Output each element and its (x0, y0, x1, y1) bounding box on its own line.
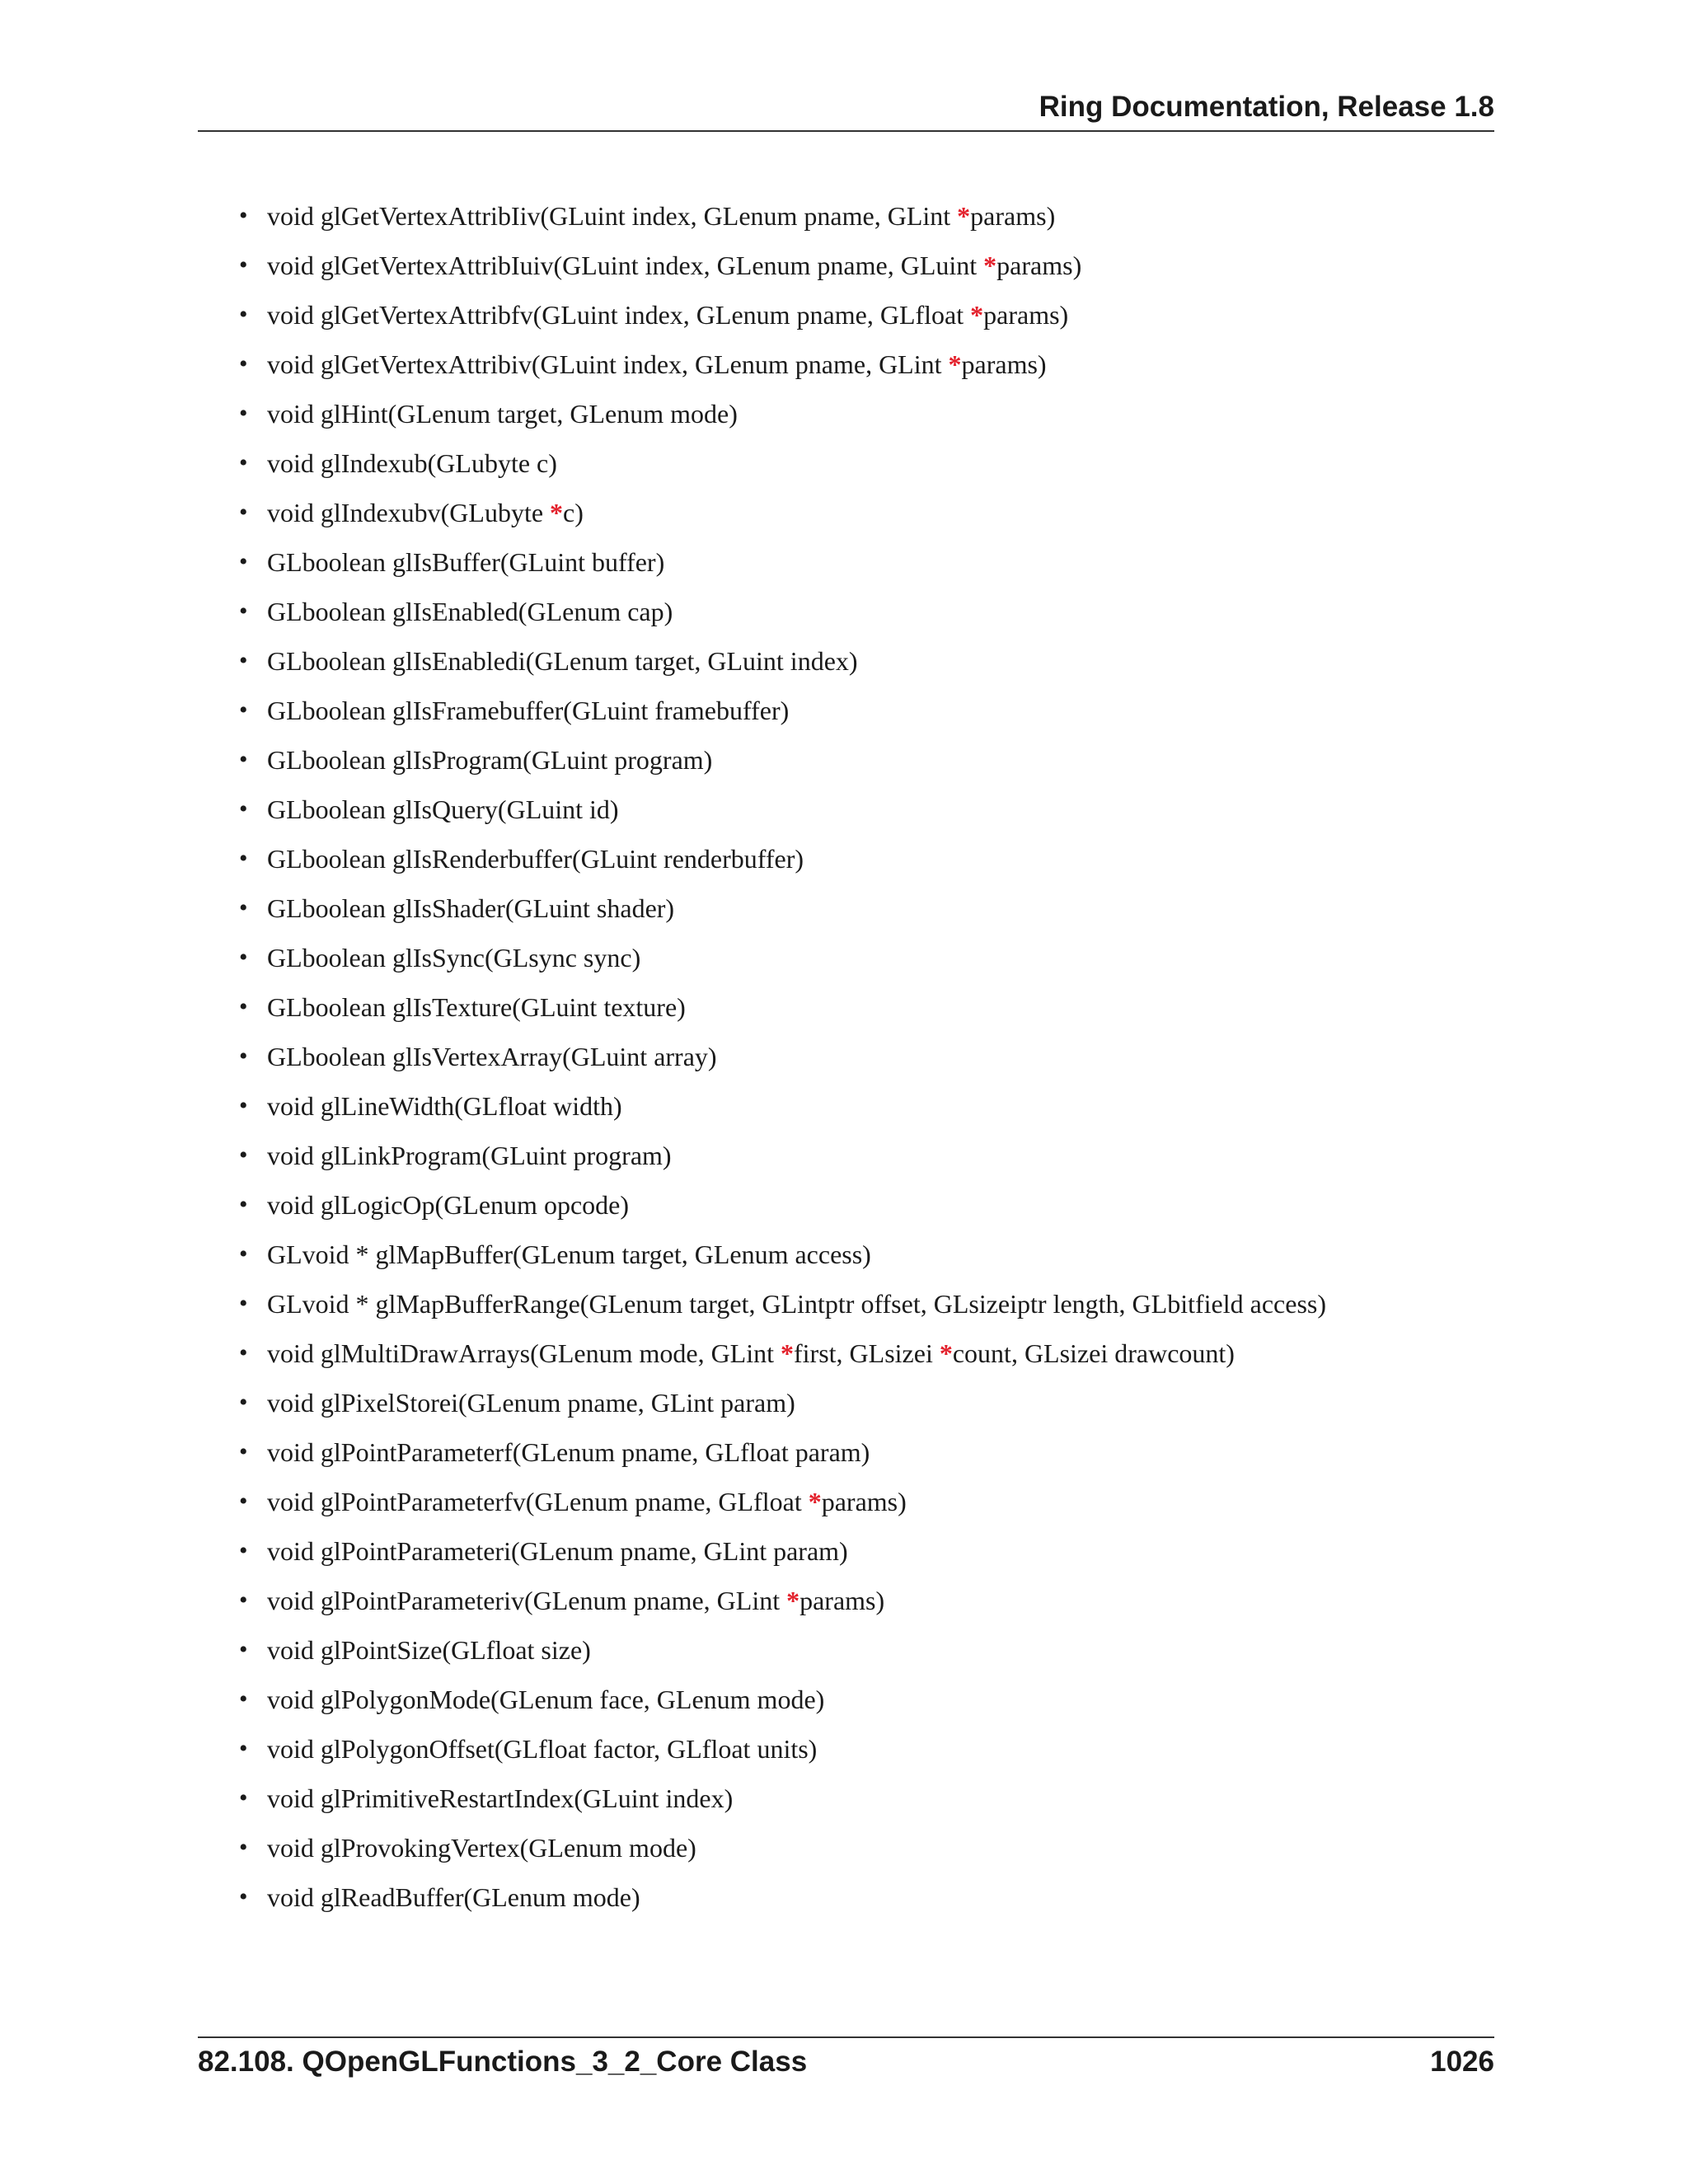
signature-text: GLboolean glIsEnabled(GLenum cap) (267, 597, 673, 626)
signature-text: void glIndexub(GLubyte c) (267, 448, 557, 478)
signature-text: void glLinkProgram(GLuint program) (267, 1141, 672, 1170)
bullet-icon: • (239, 894, 248, 921)
function-signature (267, 547, 664, 577)
function-signature (267, 1388, 795, 1418)
signature-text: void glGetVertexAttribfv(GLuint index, GLenum pname, GLfloat (267, 300, 971, 330)
signature-text: params) (983, 300, 1069, 330)
function-signature (267, 1487, 907, 1516)
signature-text: GLboolean glIsFramebuffer(GLuint framebuffer) (267, 696, 790, 725)
signature-text: params) (961, 349, 1047, 379)
function-signature (267, 251, 1081, 280)
signature-text: void glIndexubv(GLubyte (267, 498, 551, 527)
signature-text: GLvoid * glMapBufferRange(GLenum target, GLintptr offset, GLsizeiptr length, GLbitfield access) (267, 1289, 1326, 1319)
list-item (198, 537, 1494, 587)
list-item (198, 389, 1494, 438)
bullet-icon: • (239, 1636, 248, 1663)
signature-text: void glPixelStorei(GLenum pname, GLint param) (267, 1388, 795, 1418)
list-item (198, 785, 1494, 834)
function-signature (267, 1437, 870, 1467)
pointer-star: * (957, 201, 971, 231)
signature-text: void glPolygonMode(GLenum face, GLenum mode) (267, 1685, 825, 1714)
function-signature (267, 646, 858, 676)
list-item (198, 1427, 1494, 1477)
signature-text: void glLineWidth(GLfloat width) (267, 1091, 622, 1121)
function-signature (267, 1289, 1326, 1319)
function-signature (267, 399, 738, 429)
bullet-icon: • (239, 499, 248, 526)
list-item (198, 1378, 1494, 1427)
bullet-icon: • (239, 1141, 248, 1169)
function-signature (267, 943, 640, 972)
bullet-icon: • (239, 251, 248, 279)
list-item (198, 290, 1494, 340)
function-signature (267, 1734, 817, 1764)
bullet-icon: • (239, 350, 248, 377)
bullet-icon: • (239, 1438, 248, 1465)
bullet-icon: • (239, 202, 248, 229)
list-item (198, 1081, 1494, 1131)
list-item (198, 1329, 1494, 1378)
bullet-icon: • (239, 746, 248, 773)
list-item (198, 241, 1494, 290)
bullet-icon: • (239, 1784, 248, 1811)
list-item (198, 1131, 1494, 1180)
signature-text: params) (970, 201, 1056, 231)
header-rule (198, 130, 1494, 132)
bullet-icon: • (239, 1735, 248, 1762)
list-item (198, 191, 1494, 241)
bullet-icon: • (239, 1191, 248, 1218)
list-item (198, 488, 1494, 537)
list-item (198, 933, 1494, 982)
signature-text: void glPointParameteri(GLenum pname, GLint param) (267, 1536, 848, 1566)
signature-text: GLboolean glIsQuery(GLuint id) (267, 794, 619, 824)
bullet-icon: • (239, 1339, 248, 1366)
pointer-star: * (983, 251, 997, 280)
signature-text: void glPointParameterfv(GLenum pname, GLfloat (267, 1487, 809, 1516)
list-item (198, 1576, 1494, 1625)
list-item (198, 834, 1494, 883)
function-signature (267, 597, 673, 626)
function-signature (267, 1240, 871, 1269)
function-signature (267, 1783, 733, 1813)
bullet-icon: • (239, 598, 248, 625)
function-signature (267, 1190, 629, 1220)
page-number: 1026 (1430, 2046, 1494, 2078)
bullet-icon: • (239, 795, 248, 823)
signature-text: void glGetVertexAttribIuiv(GLuint index, GLenum pname, GLuint (267, 251, 984, 280)
pointer-star: * (550, 498, 564, 527)
pointer-star: * (970, 300, 984, 330)
function-signature (267, 893, 674, 923)
function-signature (267, 300, 1068, 330)
function-signature (267, 844, 804, 874)
bullet-icon: • (239, 993, 248, 1020)
list-item (198, 1526, 1494, 1576)
function-signature (267, 1338, 1235, 1368)
function-signature (267, 1586, 884, 1615)
list-item (198, 438, 1494, 488)
function-signature (267, 1141, 672, 1170)
signature-text: GLboolean glIsProgram(GLuint program) (267, 745, 713, 775)
bullet-icon: • (239, 1537, 248, 1564)
bullet-icon: • (239, 1488, 248, 1515)
list-item (198, 340, 1494, 389)
bullet-icon: • (239, 1290, 248, 1317)
function-signature (267, 1536, 848, 1566)
bullet-icon: • (239, 1834, 248, 1861)
list-item (198, 735, 1494, 785)
list-item (198, 1625, 1494, 1675)
signature-text: params) (821, 1487, 907, 1516)
signature-text: void glGetVertexAttribIiv(GLuint index, GLenum pname, GLint (267, 201, 958, 231)
function-signature (267, 745, 712, 775)
list-item (198, 1279, 1494, 1329)
signature-text: count, GLsizei drawcount) (952, 1338, 1235, 1368)
signature-text: void glMultiDrawArrays(GLenum mode, GLint (267, 1338, 781, 1368)
bullet-icon: • (239, 845, 248, 872)
bullet-icon: • (239, 1240, 248, 1268)
bullet-icon: • (239, 449, 248, 476)
list-item (198, 1675, 1494, 1724)
bullet-icon: • (239, 1586, 248, 1614)
signature-text: void glLogicOp(GLenum opcode) (267, 1190, 629, 1220)
function-signature (267, 201, 1055, 231)
signature-text: void glProvokingVertex(GLenum mode) (267, 1833, 696, 1863)
signature-text: params) (799, 1586, 885, 1615)
signature-text: GLboolean glIsShader(GLuint shader) (267, 893, 675, 923)
running-header-title: Ring Documentation, Release 1.8 (1039, 91, 1494, 123)
function-signature (267, 696, 789, 725)
function-signature (267, 1685, 824, 1714)
function-signature (267, 498, 584, 527)
signature-text: void glPointSize(GLfloat size) (267, 1635, 591, 1665)
bullet-icon: • (239, 1043, 248, 1070)
function-signature (267, 1635, 591, 1665)
function-signature (267, 1833, 696, 1863)
signature-text: GLboolean glIsBuffer(GLuint buffer) (267, 547, 665, 577)
list-item (198, 1180, 1494, 1230)
function-signature (267, 1091, 622, 1121)
pointer-star: * (781, 1338, 794, 1368)
function-list-section (198, 191, 1494, 1922)
signature-text: GLboolean glIsSync(GLsync sync) (267, 943, 641, 972)
list-item (198, 686, 1494, 735)
pointer-star: * (939, 1338, 953, 1368)
signature-text: first, GLsizei (794, 1338, 940, 1368)
list-item (198, 1477, 1494, 1526)
list-item (198, 1872, 1494, 1922)
list-item (198, 1032, 1494, 1081)
list-item (198, 1230, 1494, 1279)
bullet-icon: • (239, 696, 248, 724)
bullet-icon: • (239, 1685, 248, 1713)
signature-text: GLboolean glIsEnabledi(GLenum target, GLuint index) (267, 646, 858, 676)
function-signature (267, 1042, 717, 1071)
signature-text: void glPointParameteriv(GLenum pname, GLint (267, 1586, 787, 1615)
list-item (198, 1774, 1494, 1823)
bullet-icon: • (239, 400, 248, 427)
bullet-icon: • (239, 1883, 248, 1910)
bullet-icon: • (239, 548, 248, 575)
function-list (198, 191, 1494, 1922)
function-signature (267, 448, 557, 478)
bullet-icon: • (239, 944, 248, 971)
signature-text: params) (996, 251, 1082, 280)
list-item (198, 636, 1494, 686)
pointer-star: * (786, 1586, 800, 1615)
signature-text: GLvoid * glMapBuffer(GLenum target, GLenum access) (267, 1240, 871, 1269)
function-signature (267, 794, 619, 824)
list-item (198, 982, 1494, 1032)
signature-text: void glReadBuffer(GLenum mode) (267, 1882, 640, 1912)
signature-text: void glPointParameterf(GLenum pname, GLfloat param) (267, 1437, 870, 1467)
function-signature (267, 349, 1047, 379)
signature-text: void glGetVertexAttribiv(GLuint index, GLenum pname, GLint (267, 349, 949, 379)
list-item (198, 1823, 1494, 1872)
footer-rule (198, 2036, 1494, 2038)
signature-text: GLboolean glIsRenderbuffer(GLuint renderbuffer) (267, 844, 804, 874)
list-item (198, 1724, 1494, 1774)
signature-text: void glPrimitiveRestartIndex(GLuint index) (267, 1783, 734, 1813)
signature-text: void glPolygonOffset(GLfloat factor, GLfloat units) (267, 1734, 818, 1764)
function-signature (267, 992, 686, 1022)
function-signature (267, 1882, 640, 1912)
pointer-star: * (948, 349, 962, 379)
bullet-icon: • (239, 1389, 248, 1416)
pointer-star: * (808, 1487, 822, 1516)
footer-section-title: 82.108. QOpenGLFunctions_3_2_Core Class (198, 2046, 808, 2078)
list-item (198, 587, 1494, 636)
list-item (198, 883, 1494, 933)
bullet-icon: • (239, 1092, 248, 1119)
bullet-icon: • (239, 647, 248, 674)
signature-text: void glHint(GLenum target, GLenum mode) (267, 399, 738, 429)
bullet-icon: • (239, 301, 248, 328)
signature-text: GLboolean glIsTexture(GLuint texture) (267, 992, 686, 1022)
signature-text: c) (563, 498, 584, 527)
signature-text: GLboolean glIsVertexArray(GLuint array) (267, 1042, 717, 1071)
